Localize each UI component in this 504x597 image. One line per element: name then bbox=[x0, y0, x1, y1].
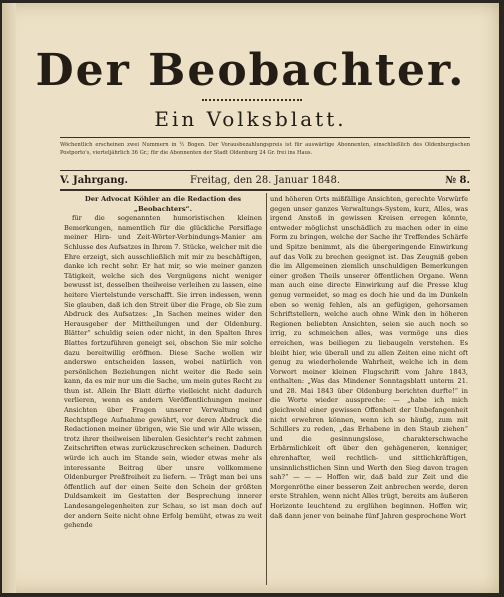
article-heading: Der Advocat Köhler an die Redaction des „Beobachters“. bbox=[84, 195, 242, 213]
article-text-left: für die sogenannten humoristischen kleinen Bemerkungen, namentlich für die glückliche Persiflage meiner Hirn- und Zeit-Wörter-Verbindungs-Manier am Schlusse des Aufsatzes in Ihrem 7. Stücke, welcher mit die Ehre erzeigt, sich ausschließlich mit mir zu beschäftigen, danke ich recht sehr. Er hat mir, so wie meiner ganzen Tätigkeit, welche sich des Vergnügens nicht weniger bewusst ist, desselben theilweise verleihen zu lassen, eine heitere Viertelstunde verschafft. Sie irren indessen, wenn Sie glauben, daß ich den Streit über die Frage, ob Sie zum Abdruck des Aufsatzes: „In Sachen meines wider den Herausgeber der Mittheilungen und der Oldenburg. Blätter“ schuldig seien oder nicht, in den Spalten Ihres Blattes fortzuführen geneigt sei, obschon Sie mir solche dazu bereitwillig eröffnen. Diese Sache wollen wir anderswo entscheiden lassen, wobei natürlich von persönlichen Beziehungen nicht weiter die Rede sein kann, da es mir nur um die Sache, um mein gutes Recht zu thun ist. Allein Ihr Blatt dürfte vielleicht nicht dadurch verlieren, wenn es andern Veröffentlichungen meiner Ansichten über Fragen unserer Verwaltung und Rechtspflege Aufnahme gewährt, vor deren Abdruck die Redactionen meiner übrigen, wie Sie und wir Alle wissen, trotz ihrer theilweisen liberalen Gesichter's recht zahmen Zeitschriften etwas zurückzuschrecken scheinen. Dadurch würde ich auch im Stande sein, wieder etwas mehr als interessante Beitrag über unsre vollkommene Oldenburger Preßfreiheit zu liefern. — Trägt man bei uns öffentlich auf der einen Seite den Schein der größten Duldsamkeit im Gestatten der Besprechung innerer Landesangelegenheiten zur Schau, so ist man doch auf der andern Seite nicht ohne Erfolg bemüht, etwas zu weit gehende bbox=[64, 214, 262, 530]
masthead-subtitle: Ein Volksblatt. bbox=[154, 107, 347, 131]
masthead-ornament bbox=[202, 99, 302, 107]
issue-number: № 8. bbox=[445, 175, 470, 186]
subscription-notice: Wöchentlich erscheinen zwei Nummern in ½ Bogen. Der Vorausbezahlungspreis ist für auswärtige Abonnenten, einschließlich des Oldenburgischen Postporto's, vierteljährlich 36 Gr.; für die Abonnenten der Stadt Oldenburg 24 Gr. frei ins Haus. bbox=[60, 142, 470, 156]
issue-date: Freitag, den 28. Januar 1848. bbox=[190, 175, 340, 186]
article-text-right: und höheren Orts mißfällige Ansichten, gerechte Vorwürfe gegen unser ganzes Verwaltungs-System, kurz, Alles, was irgend Anstoß in gewissen Kreisen erregen könnte, entweder möglichst unschädlich zu machen oder in eine Form zu bringen, welche der Sache ihr Treffendes Schärfe und Spitze benimmt, als die übergeringende Einwirkung auf das Volk zu brechen geeignet ist. Das Zeugniß geben die im Allgemeinen ziemlich unschuldigen Bemerkungen einer großen Theils unserer öffentlichen Organe. Wenn man auch eine directe Einwirkung auf die Presse klug genug vermeidet, so mag es doch hie und da im Dunkeln eben so wenig fehlen, als an gefügigen, gehorsamen Schriftstellern, welche auch ohne Wink den in höheren Regionen beliebten Ansichten, seien sie auch noch so irrig, zu schmeichen alles, was vermöge uns dies erreichen, was beiliegen zu liebaugeln verstehen. Es bleibt hier, wie überall und zu allen Zeiten eine nicht oft genug zu wiederholende Wahrheit, welche ich in dem Vorwort meiner kleinen Flugschrift vom Jahre 1843, enthalten: „Was das Mindener Sonntagsblatt unterm 21. und 28. Mai 1843 über Oldenburg berichten durfte!“ in die Worte wieder ausspreche: — „habe ich mich gleichwohl einer gewissen Offenheit der Unbefangenheit nicht erwehren können, wenn ich so häufig, zum mit Schillers zu reden, „das Erhabene in den Staub ziehen“ und die gesinnungslose, charakterschwache Erbärmlichkeit oft über den gehägeneren, kenniger, ehrenhafter, weil rechtlich- und sittlichkräftigen, unsinnlichstlichen Sinn und Werth den Sieg davon tragen sah?“ — — — Hoffen wir, daß bald zur Zeit und die Morgenröthe einer besseren Zeit anbrechen werde, deren erste Strahlen, wenn nicht Alles trügt, bereits am äußeren Horizonte leuchtend zu erglühen beginnen. Hoffen wir, daß dann jener von beinahe fünf Jahren gesprochene Wort bbox=[270, 195, 468, 520]
issue-rule bbox=[60, 189, 470, 191]
volume-label: V. Jahrgang. bbox=[60, 175, 128, 186]
column-left bbox=[64, 195, 262, 583]
top-rule bbox=[60, 137, 470, 138]
column-divider bbox=[266, 193, 267, 585]
column-right bbox=[270, 195, 468, 583]
masthead-title: Der Beobachter. bbox=[35, 45, 466, 96]
newspaper-page bbox=[2, 3, 499, 593]
notice-rule bbox=[60, 170, 470, 171]
